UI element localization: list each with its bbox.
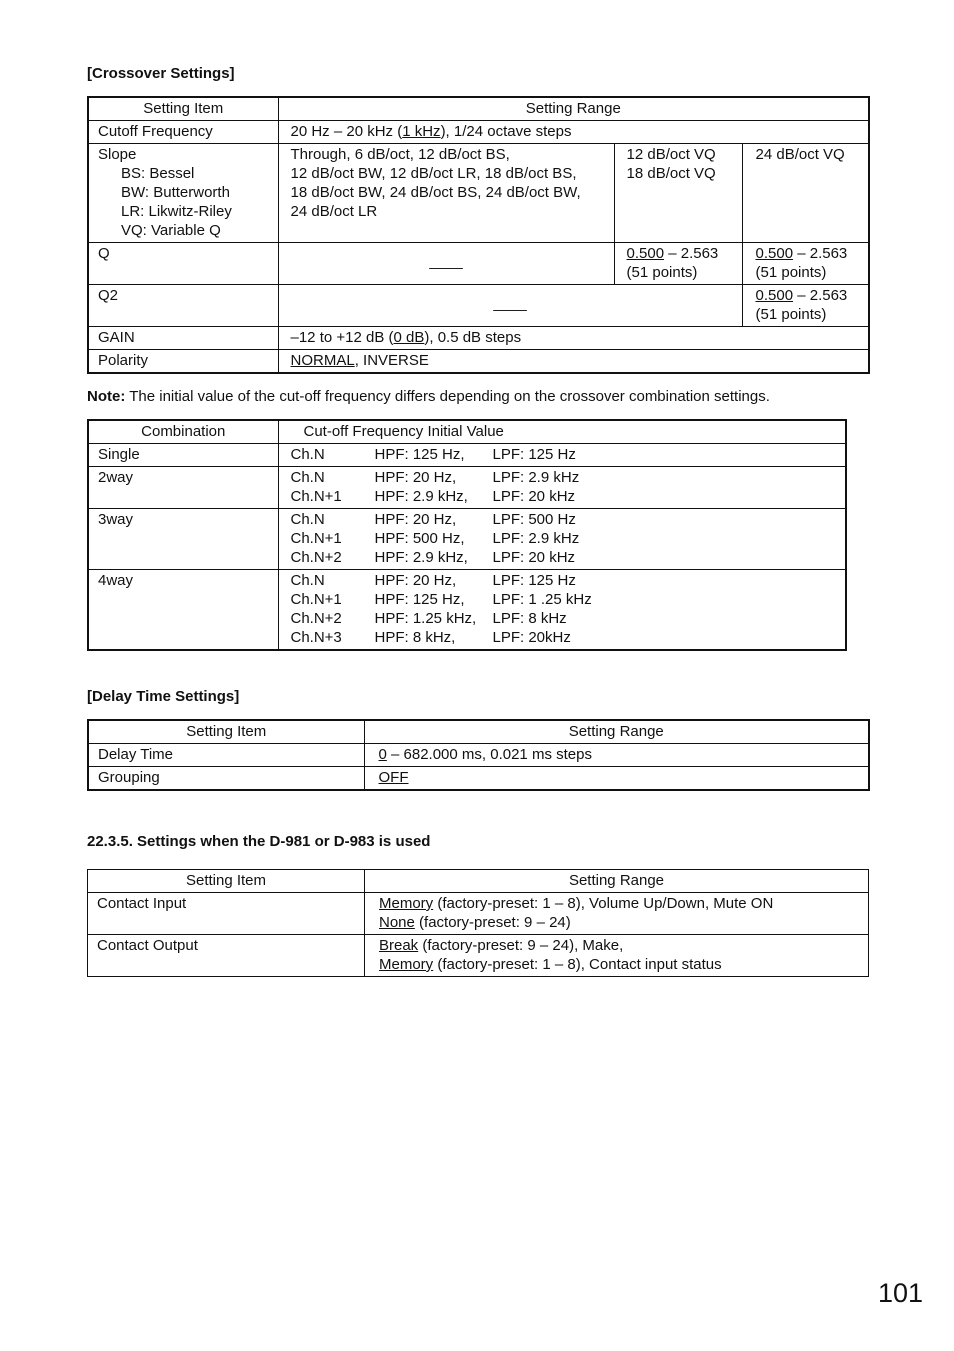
slope-vq-range: 12 dB/oct VQ 18 dB/oct VQ (614, 144, 742, 243)
slope-vq24-range: 24 dB/oct VQ (742, 144, 869, 243)
q-vq-range: 0.500 – 2.563 (51 points) (614, 243, 742, 285)
q2-vq24-range: 0.500 – 2.563 (51 points) (742, 285, 869, 327)
q-range-na: ____ (278, 243, 614, 285)
delay-time-range: 0 – 682.000 ms, 0.021 ms steps (364, 744, 869, 767)
polarity-item: Polarity (88, 350, 278, 374)
header-setting-item: Setting Item (88, 870, 365, 893)
slope-range: Through, 6 dB/oct, 12 dB/oct BS, 12 dB/oct BW, 12 dB/oct LR, 18 dB/oct BS, 18 dB/oct BW, 24 dB/oct BS, 24 dB/oct BW, 24 dB/oct LR (278, 144, 614, 243)
header-setting-item: Setting Item (88, 97, 278, 121)
d981-header-row (88, 870, 869, 893)
row-q (88, 243, 869, 285)
delay-table (87, 719, 870, 791)
slope-type-lr: LR: Likwitz-Riley (121, 203, 232, 220)
combination-values: Ch.N HPF: 20 Hz, LPF: 500 Hz Ch.N+1 HPF: 500 Hz, LPF: 2.9 kHz Ch.N+2 HPF: 2.9 kHz, LPF: 20 kHz (278, 509, 846, 570)
gain-range: –12 to +12 dB (0 dB), 0.5 dB steps (278, 327, 869, 350)
combination-header-row (88, 420, 846, 444)
combination-row-3way (88, 509, 846, 570)
d981-heading: 22.3.5. Settings when the D-981 or D-983 is used (87, 833, 431, 850)
combination-name: Single (88, 444, 278, 467)
q2-item: Q2 (88, 285, 278, 327)
row-contact-input (88, 893, 869, 935)
cutoff-default: 1 kHz (402, 123, 441, 140)
crossover-heading: [Crossover Settings] (87, 65, 235, 82)
grouping-item: Grouping (88, 767, 364, 791)
header-setting-item: Setting Item (88, 720, 364, 744)
row-contact-output (88, 935, 869, 977)
slope-type-bw: BW: Butterworth (121, 184, 230, 201)
combination-values: Ch.N HPF: 20 Hz, LPF: 2.9 kHz Ch.N+1 HPF: 2.9 kHz, LPF: 20 kHz (278, 467, 846, 509)
q-item: Q (88, 243, 278, 285)
crossover-table (87, 96, 870, 374)
combination-values: Ch.N HPF: 125 Hz, LPF: 125 Hz (278, 444, 846, 467)
combination-row-4way (88, 570, 846, 651)
row-grouping (88, 767, 869, 791)
page-number: 101 (878, 1278, 924, 1308)
combination-table (87, 419, 847, 651)
crossover-header-row (88, 97, 869, 121)
row-cutoff-frequency (88, 121, 869, 144)
contact-input-item: Contact Input (88, 893, 365, 935)
row-slope (88, 144, 869, 243)
combination-values: Ch.N HPF: 20 Hz, LPF: 125 Hz Ch.N+1 HPF: 125 Hz, LPF: 1 .25 kHz Ch.N+2 HPF: 1.25 kHz, LPF: 8 kHz Ch.N+3 HPF: 8 kHz, LPF: 20kHz (278, 570, 846, 651)
combination-name: 3way (88, 509, 278, 570)
delay-header-row (88, 720, 869, 744)
polarity-range: NORMAL, INVERSE (278, 350, 869, 374)
contact-input-range: Memory (factory-preset: 1 – 8), Volume Up/Down, Mute ON None (factory-preset: 9 – 24) (365, 893, 869, 935)
delay-heading: [Delay Time Settings] (87, 688, 240, 705)
header-setting-range: Setting Range (364, 720, 869, 744)
header-combination: Combination (88, 420, 278, 444)
q-vq24-range: 0.500 – 2.563 (51 points) (742, 243, 869, 285)
d981-table (87, 869, 869, 977)
gain-item: GAIN (88, 327, 278, 350)
crossover-note: Note: The initial value of the cut-off frequency differs depending on the crossover combination settings. (87, 388, 770, 405)
slope-type-vq: VQ: Variable Q (121, 222, 221, 239)
row-gain (88, 327, 869, 350)
combination-row-2way (88, 467, 846, 509)
combination-row-single (88, 444, 846, 467)
slope-type-bs: BS: Bessel (121, 165, 195, 182)
contact-output-range: Break (factory-preset: 9 – 24), Make, Memory (factory-preset: 1 – 8), Contact input status (365, 935, 869, 977)
cutoff-range: 20 Hz – 20 kHz (1 kHz), 1/24 octave steps (278, 121, 869, 144)
header-setting-range: Setting Range (278, 97, 869, 121)
grouping-range: OFF (364, 767, 869, 791)
row-polarity (88, 350, 869, 374)
delay-time-item: Delay Time (88, 744, 364, 767)
row-delay-time (88, 744, 869, 767)
row-q2 (88, 285, 869, 327)
header-setting-range: Setting Range (365, 870, 869, 893)
header-cutoff-initial: Cut-off Frequency Initial Value (278, 420, 846, 444)
q2-range-na: ____ (278, 285, 742, 327)
contact-output-item: Contact Output (88, 935, 365, 977)
combination-name: 4way (88, 570, 278, 651)
cutoff-item: Cutoff Frequency (88, 121, 278, 144)
combination-name: 2way (88, 467, 278, 509)
slope-item: Slope BS: Bessel BW: Butterworth LR: Likwitz-Riley VQ: Variable Q (88, 144, 278, 243)
